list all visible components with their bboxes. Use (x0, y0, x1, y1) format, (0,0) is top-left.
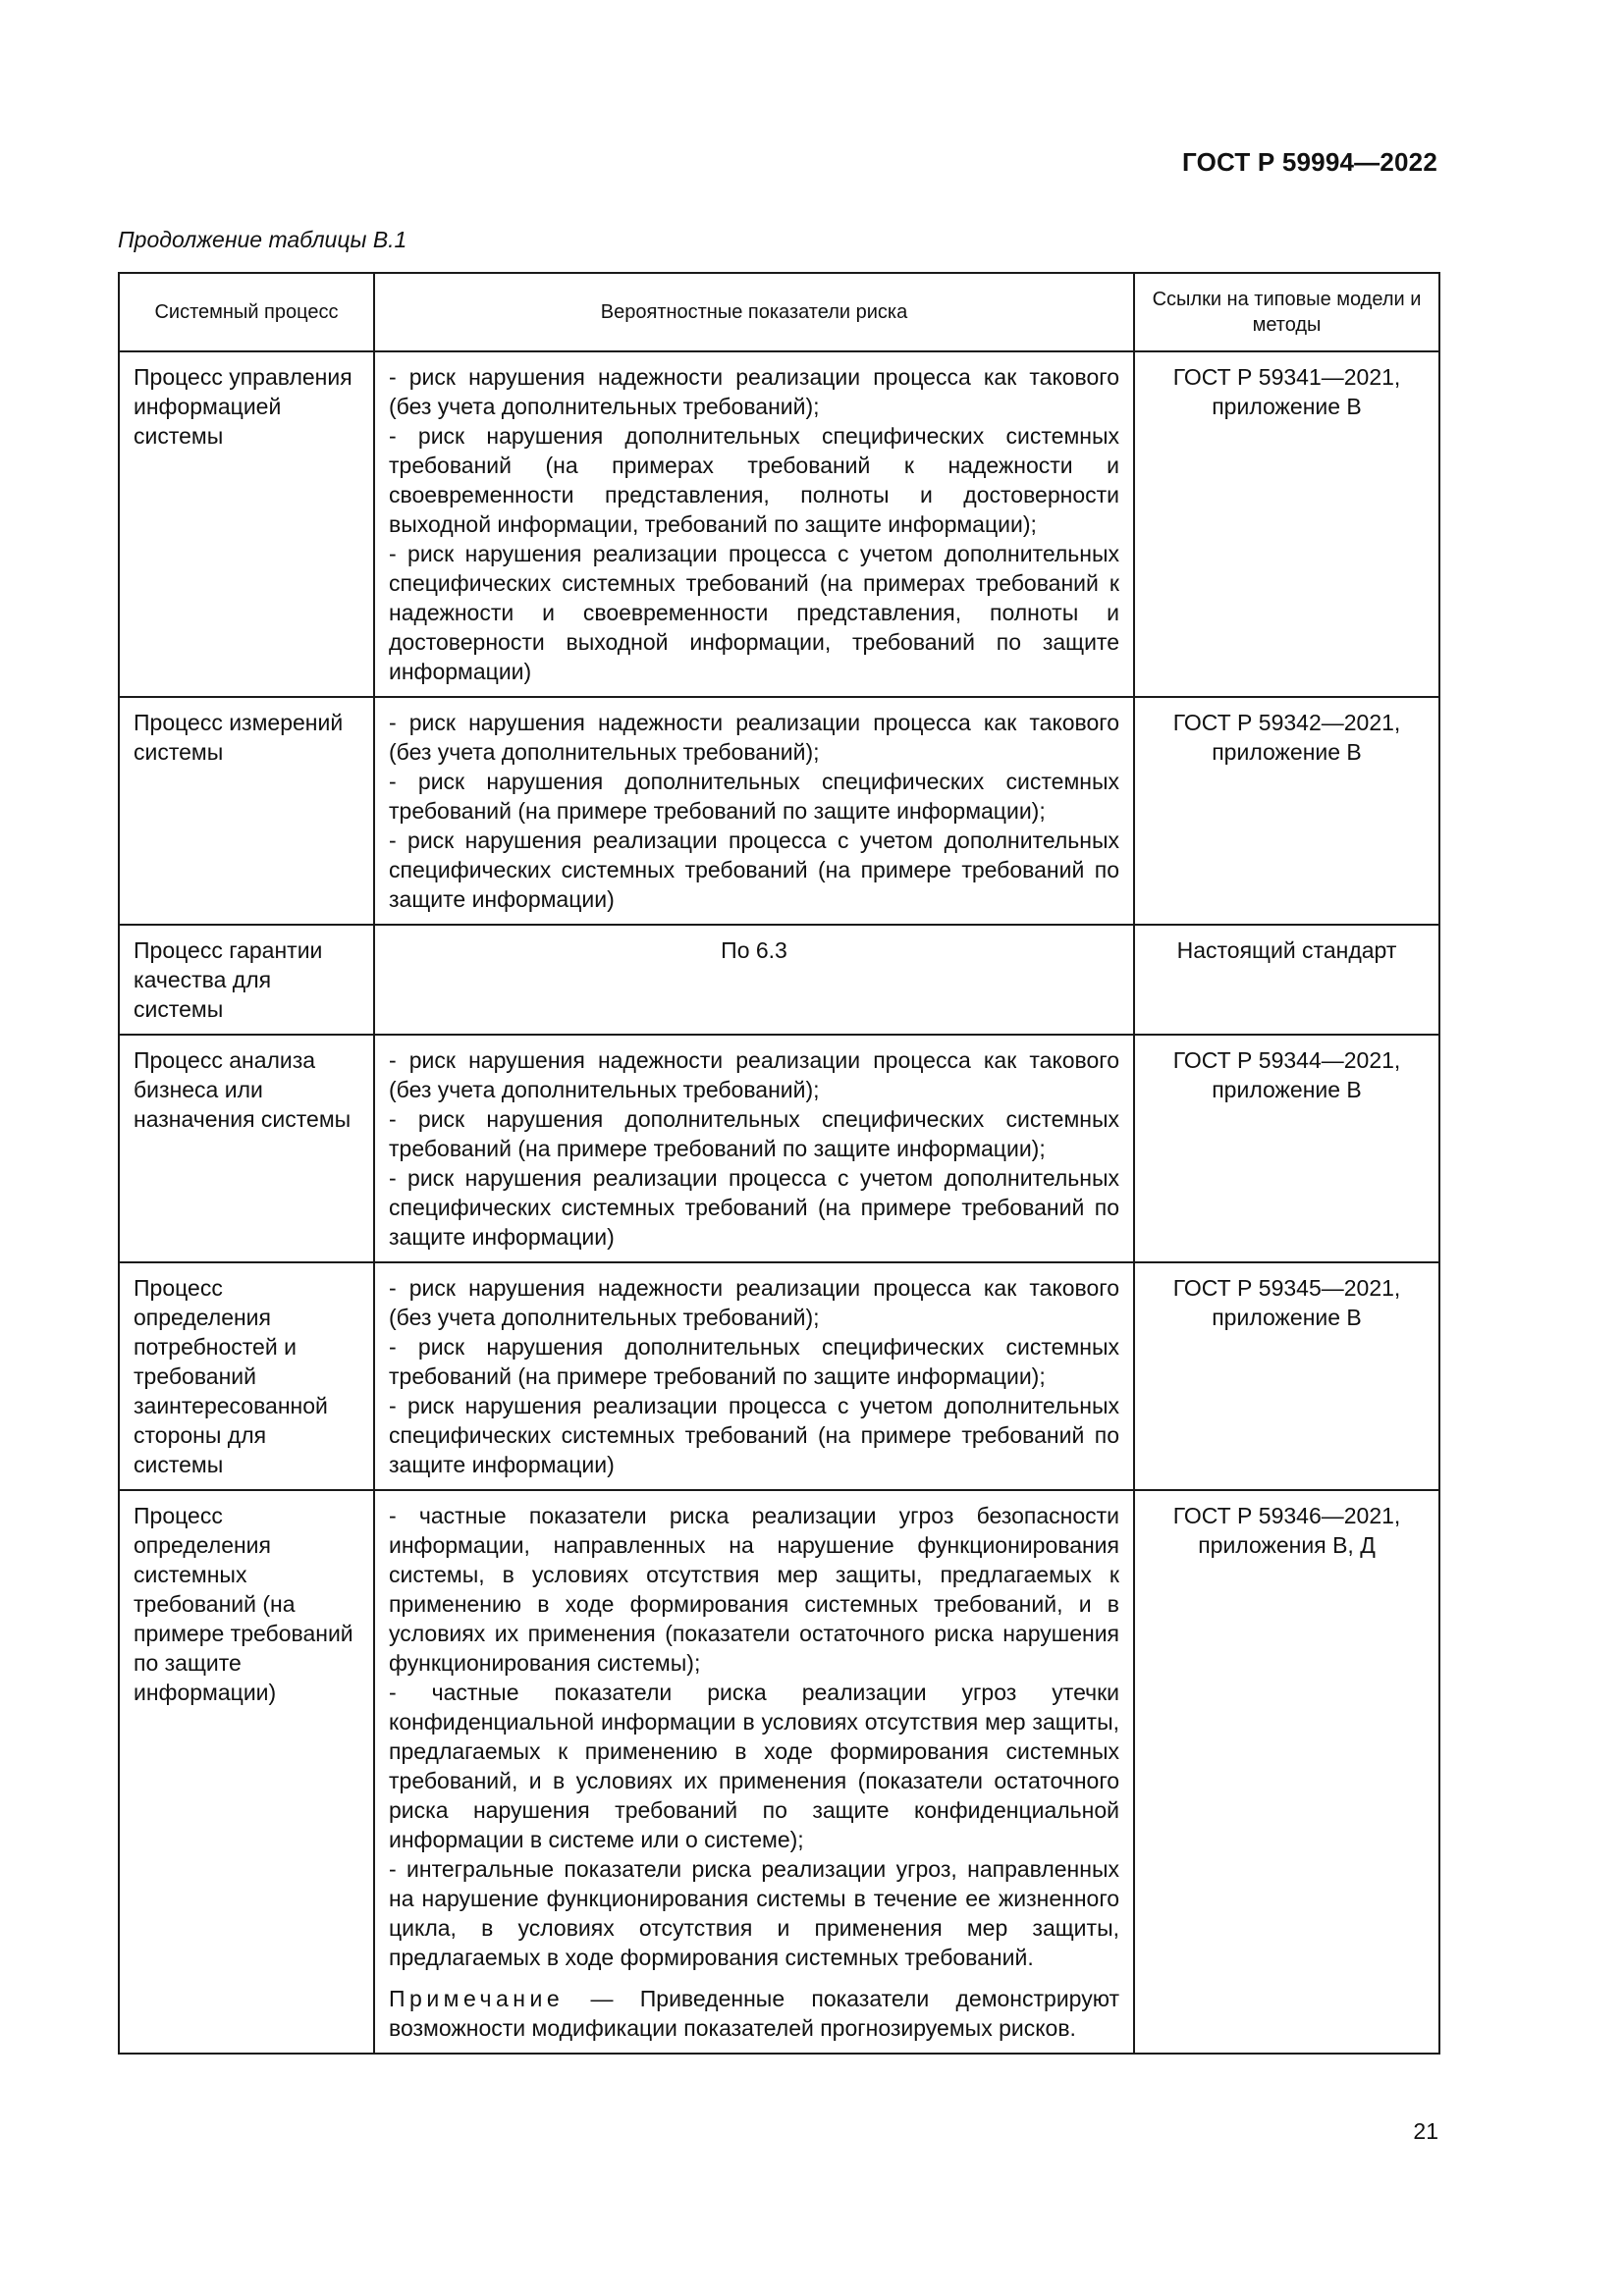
note-text: — Приведенные показатели демонстрируют возможности модификации показателей прогнозируемых рисков. (389, 1986, 1119, 2041)
risk-cell (374, 1490, 1134, 2054)
refs-cell: ГОСТ Р 59344—2021, приложение В (1134, 1035, 1439, 1262)
risk-item: - риск нарушения реализации процесса с учетом дополнительных специфических системных требований (на примере требований по защите информации) (389, 828, 1119, 912)
table-row (119, 1490, 1439, 2054)
risk-cell (374, 1035, 1134, 1262)
risk-item: - риск нарушения надежности реализации процесса как такового (без учета дополнительных требований); (389, 710, 1119, 765)
process-cell: Процесс определения системных требований (на примере требований по защите информации) (119, 1490, 374, 2054)
risk-item: - риск нарушения дополнительных специфических системных требований (на примере требований по защите информации); (389, 769, 1119, 824)
process-cell: Процесс управления информацией системы (119, 351, 374, 697)
risk-item: - риск нарушения реализации процесса с учетом дополнительных специфических системных требований (на примерах требований к надежности и своевременности представления, полноты и достоверности выходной информации, требований по защите информации) (389, 541, 1119, 684)
risk-cell (374, 351, 1134, 697)
process-cell: Процесс определения потребностей и требований заинтересованной стороны для системы (119, 1262, 374, 1490)
risk-item: - риск нарушения дополнительных специфических системных требований (на примерах требований к надежности и своевременности представления, полноты и достоверности выходной информации, требований по защите информации); (389, 423, 1119, 537)
refs-cell: ГОСТ Р 59346—2021, приложения В, Д (1134, 1490, 1439, 2054)
risk-item: - риск нарушения реализации процесса с учетом дополнительных специфических системных требований (на примере требований по защите информации) (389, 1165, 1119, 1250)
table-row (119, 351, 1439, 697)
table-row (119, 1035, 1439, 1262)
column-header-risk: Вероятностные показатели риска (374, 273, 1134, 351)
refs-cell: ГОСТ Р 59345—2021, приложение В (1134, 1262, 1439, 1490)
refs-cell: ГОСТ Р 59341—2021, приложение В (1134, 351, 1439, 697)
process-cell: Процесс измерений системы (119, 697, 374, 925)
table-caption: Продолжение таблицы В.1 (118, 227, 407, 252)
risk-cell: По 6.3 (374, 925, 1134, 1035)
risk-item: - риск нарушения надежности реализации процесса как такового (без учета дополнительных требований); (389, 364, 1119, 419)
process-cell: Процесс анализа бизнеса или назначения системы (119, 1035, 374, 1262)
table-row (119, 1262, 1439, 1490)
document-code: ГОСТ Р 59994—2022 (1182, 147, 1437, 177)
page-number: 21 (1413, 2118, 1438, 2144)
table-row (119, 697, 1439, 925)
risk-cell (374, 1262, 1134, 1490)
risk-cell (374, 697, 1134, 925)
risk-item: - частные показатели риска реализации угроз утечки конфиденциальной информации в условиях отсутствия мер защиты, предлагаемых к применению в ходе формирования системных требований, и в условиях их применения (показатели остаточного риска нарушения требований по защите конфиденциальной информации в системе или о системе); (389, 1680, 1119, 1852)
table-row (119, 925, 1439, 1035)
process-cell: Процесс гарантии качества для системы (119, 925, 374, 1035)
risk-item: - риск нарушения реализации процесса с учетом дополнительных специфических системных требований (на примере требований по защите информации) (389, 1393, 1119, 1477)
risk-item: - риск нарушения надежности реализации процесса как такового (без учета дополнительных требований); (389, 1275, 1119, 1330)
risk-item: - интегральные показатели риска реализации угроз, направленных на нарушение функционирования системы в течение ее жизненного цикла, в условиях отсутствия и применения мер защиты, предлагаемых в ходе формирования системных требований. (389, 1856, 1119, 1970)
column-header-refs: Ссылки на типовые модели и методы (1134, 273, 1439, 351)
table-note (389, 1984, 1119, 2043)
risk-item: - риск нарушения дополнительных специфических системных требований (на примере требований по защите информации); (389, 1106, 1119, 1161)
risk-item: - частные показатели риска реализации угроз безопасности информации, направленных на нарушение функционирования системы, в условиях отсутствия мер защиты, предлагаемых к применению в ходе формирования системных требований, и в условиях их применения (показатели остаточного риска нарушения функционирования системы); (389, 1503, 1119, 1676)
refs-cell: ГОСТ Р 59342—2021, приложение В (1134, 697, 1439, 925)
refs-cell: Настоящий стандарт (1134, 925, 1439, 1035)
note-label: Примечание (389, 1986, 565, 2011)
risk-item: - риск нарушения дополнительных специфических системных требований (на примере требований по защите информации); (389, 1334, 1119, 1389)
risk-indicators-table (118, 272, 1440, 2055)
risk-item: - риск нарушения надежности реализации процесса как такового (без учета дополнительных требований); (389, 1047, 1119, 1102)
column-header-process: Системный процесс (119, 273, 374, 351)
table-header-row (119, 273, 1439, 351)
